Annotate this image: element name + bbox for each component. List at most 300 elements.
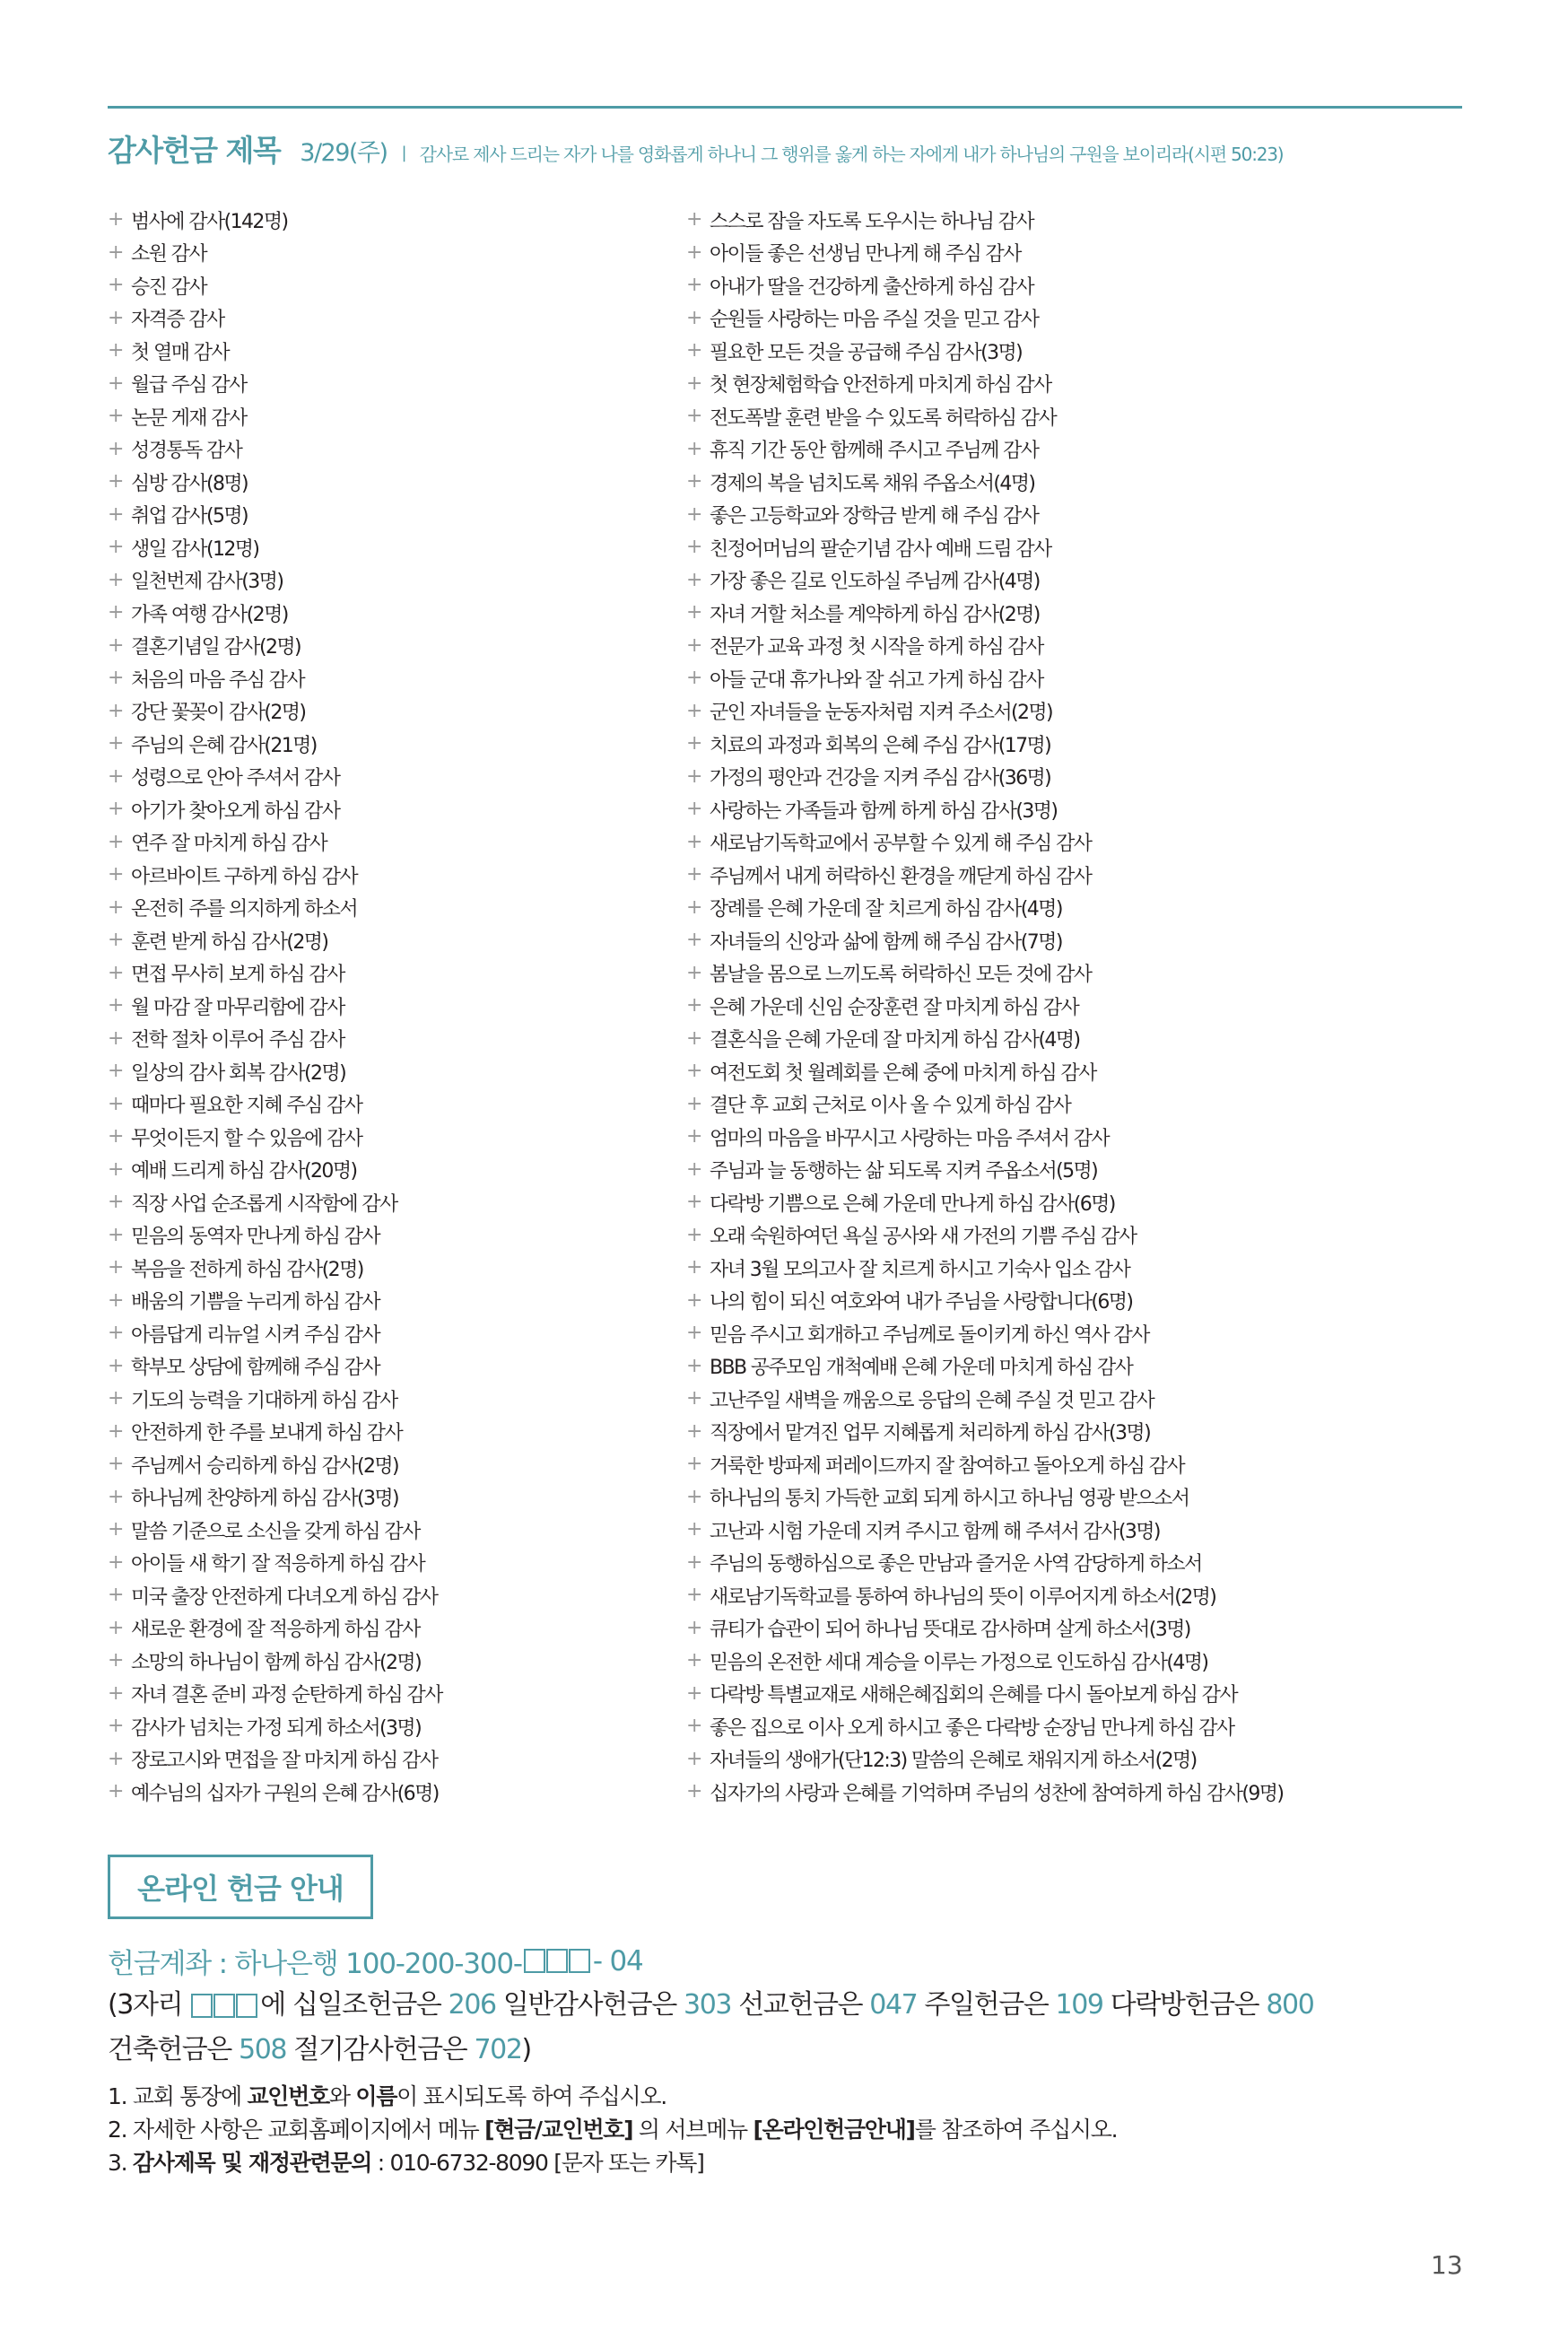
list-item-text: 안전하게 한 주를 보내게 하심 감사: [131, 1422, 403, 1445]
list-item: [686, 826, 1476, 860]
list-item: [686, 1678, 1476, 1711]
plus-bullet-icon: +: [686, 830, 703, 853]
plus-bullet-icon: +: [686, 732, 703, 755]
list-item-text: 좋은 고등학교와 장학금 받게 해 주심 감사: [710, 505, 1039, 528]
note-1: 1. 교회 통장에 교인번호와 이름이 표시되도록 하여 주십시오.: [108, 2083, 666, 2109]
codes-open: (3자리: [108, 1989, 183, 2021]
list-item: [108, 531, 664, 564]
list-item-text: 자녀 결혼 준비 과정 순탄하게 하심 감사: [131, 1684, 442, 1707]
plus-bullet-icon: +: [686, 339, 703, 362]
list-item-text: 자녀들의 생애가(단12:3) 말씀의 은혜로 채워지게 하소서(2명): [710, 1750, 1197, 1773]
plus-bullet-icon: +: [108, 961, 125, 984]
list-item-text: 때마다 필요한 지혜 주심 감사: [131, 1095, 362, 1118]
list-item: [108, 368, 664, 401]
list-item: [686, 1252, 1476, 1285]
plus-bullet-icon: +: [108, 339, 125, 362]
notes-list: [108, 2080, 1117, 2179]
list-item: [108, 499, 664, 532]
plus-bullet-icon: +: [108, 1419, 125, 1443]
list-item: [686, 1350, 1476, 1384]
list-item: [108, 1186, 664, 1219]
list-item-text: 강단 꽃꽂이 감사(2명): [131, 702, 306, 725]
list-item-text: 아름답게 리뉴얼 시켜 주심 감사: [131, 1323, 380, 1347]
plus-bullet-icon: +: [108, 895, 125, 919]
plus-bullet-icon: +: [686, 1780, 703, 1803]
list-item: [686, 1776, 1476, 1809]
header-date: 3/29(주): [300, 139, 388, 167]
list-item: [686, 466, 1476, 499]
plus-bullet-icon: +: [686, 1453, 703, 1476]
list-item-text: 취업 감사(5명): [131, 505, 248, 528]
plus-bullet-icon: +: [108, 1288, 125, 1312]
list-item-text: 군인 자녀들을 눈동자처럼 지켜 주소서(2명): [710, 702, 1053, 725]
plus-bullet-icon: +: [108, 633, 125, 657]
mission-label: 선교헌금은: [738, 1989, 863, 2021]
plus-bullet-icon: +: [686, 1256, 703, 1279]
plus-bullet-icon: +: [108, 536, 125, 559]
plus-bullet-icon: +: [108, 1518, 125, 1541]
list-item-text: 예수님의 십자가 구원의 은혜 감사(6명): [131, 1782, 439, 1805]
list-item-text: 미국 출장 안전하게 다녀오게 하심 감사: [131, 1585, 438, 1609]
list-item-text: 무엇이든지 할 수 있음에 감사: [131, 1127, 362, 1150]
plus-bullet-icon: +: [108, 1223, 125, 1246]
note-3: 3. 감사제목 및 재정관련문의 : 010-6732-8090 [문자 또는 카톡]: [108, 2150, 704, 2176]
list-item: [108, 1350, 664, 1384]
plus-bullet-icon: +: [686, 306, 703, 329]
list-item: [108, 237, 664, 270]
plus-bullet-icon: +: [686, 405, 703, 428]
blank-digit-boxes: [524, 1949, 591, 1973]
list-item: [686, 1383, 1476, 1416]
list-item: [686, 531, 1476, 564]
plus-bullet-icon: +: [108, 1322, 125, 1345]
list-item: [108, 1023, 664, 1056]
list-item: [108, 793, 664, 826]
offering-codes: [108, 1983, 1471, 2073]
list-item-text: 믿음의 온전한 세대 계승을 이루는 가정으로 인도하심 감사(4명): [710, 1651, 1208, 1674]
section-header: [108, 127, 1283, 167]
list-item-text: 연주 잘 마치게 하심 감사: [131, 833, 327, 856]
thanks-list-left: [108, 204, 664, 1809]
list-item: [686, 368, 1476, 401]
list-item-text: 복음을 전하게 하심 감사(2명): [131, 1258, 363, 1281]
list-item-text: 봄날을 몸으로 느끼도록 허락하신 모든 것에 감사: [710, 964, 1092, 987]
list-item: [108, 1416, 664, 1449]
list-item-text: 첫 열매 감사: [131, 341, 230, 364]
list-item-text: 가정의 평안과 건강을 지켜 주심 감사(36명): [710, 767, 1051, 790]
account-suffix: - 04: [592, 1944, 643, 1977]
plus-bullet-icon: +: [686, 1060, 703, 1083]
list-item-text: 직장에서 맡겨진 업무 지혜롭게 처리하게 하심 감사(3명): [710, 1422, 1151, 1445]
plus-bullet-icon: +: [686, 1518, 703, 1541]
list-item: [108, 924, 664, 957]
plus-bullet-icon: +: [686, 1092, 703, 1115]
list-item-text: 면접 무사히 보게 하심 감사: [131, 964, 344, 987]
list-item: [686, 1645, 1476, 1678]
plus-bullet-icon: +: [108, 240, 125, 264]
top-divider: [108, 106, 1462, 109]
list-item-text: 주님의 동행하심으로 좋은 만남과 즐거운 사역 감당하게 하소서: [710, 1553, 1202, 1576]
list-item-text: 사랑하는 가족들과 함께 하게 하심 감사(3명): [710, 799, 1058, 823]
plus-bullet-icon: +: [108, 568, 125, 591]
list-item: [108, 466, 664, 499]
list-item-text: 훈련 받게 하심 감사(2명): [131, 930, 328, 954]
list-item-text: 감사가 넘치는 가정 되게 하소서(3명): [131, 1716, 422, 1740]
plus-bullet-icon: +: [108, 667, 125, 690]
plus-bullet-icon: +: [108, 405, 125, 428]
header-verse: 감사로 제사 드리는 자가 나를 영화롭게 하나니 그 행위를 옳게 하는 자에게 내가 하나님의 구원을 보이리라(시편 50:23): [419, 144, 1284, 165]
list-item: [108, 957, 664, 991]
plus-bullet-icon: +: [108, 274, 125, 297]
list-item-text: 주님께서 승리하게 하심 감사(2명): [131, 1454, 399, 1478]
list-item: [686, 728, 1476, 761]
plus-bullet-icon: +: [686, 371, 703, 395]
plus-bullet-icon: +: [108, 863, 125, 886]
list-item-text: 아르바이트 구하게 하심 감사: [131, 865, 358, 888]
plus-bullet-icon: +: [108, 1387, 125, 1410]
plus-bullet-icon: +: [686, 1223, 703, 1246]
list-item-text: 전도폭발 훈련 받을 수 있도록 허락하심 감사: [710, 406, 1057, 430]
plus-bullet-icon: +: [108, 1092, 125, 1115]
plus-bullet-icon: +: [108, 1256, 125, 1279]
offering-account: [108, 1941, 643, 1981]
plus-bullet-icon: +: [108, 994, 125, 1017]
plus-bullet-icon: +: [686, 1649, 703, 1672]
list-item-text: 소원 감사: [131, 243, 207, 266]
list-item-text: 예배 드리게 하심 감사(20명): [131, 1160, 357, 1183]
list-item: [108, 433, 664, 467]
list-item-text: 말씀 기준으로 소신을 갖게 하심 감사: [131, 1520, 420, 1543]
list-item: [108, 695, 664, 729]
plus-bullet-icon: +: [686, 1419, 703, 1443]
plus-bullet-icon: +: [108, 1681, 125, 1705]
plus-bullet-icon: +: [686, 863, 703, 886]
list-item: [686, 1416, 1476, 1449]
plus-bullet-icon: +: [108, 1780, 125, 1803]
list-item: [686, 1285, 1476, 1318]
list-item-text: 고난과 시험 가운데 지켜 주시고 함께 해 주셔서 감사(3명): [710, 1520, 1160, 1543]
list-item-text: 주님의 은혜 감사(21명): [131, 734, 317, 757]
plus-bullet-icon: +: [686, 601, 703, 624]
list-item-text: 새로운 환경에 잘 적응하게 하심 감사: [131, 1619, 420, 1642]
list-item-text: 거룩한 방파제 퍼레이드까지 잘 참여하고 돌아오게 하심 감사: [710, 1454, 1185, 1478]
list-item: [108, 1088, 664, 1122]
account-prefix: 헌금계좌 : 하나은행 100-200-300-: [108, 1948, 522, 1980]
list-item: [686, 859, 1476, 892]
list-item-text: 학부모 상담에 함께해 주심 감사: [131, 1357, 380, 1380]
list-item: [686, 892, 1476, 925]
list-item-text: 자녀 3월 모의고사 잘 치르게 하시고 기숙사 입소 감사: [710, 1258, 1130, 1281]
plus-bullet-icon: +: [686, 437, 703, 460]
plus-bullet-icon: +: [108, 371, 125, 395]
list-item: [108, 826, 664, 860]
list-item-text: 결혼식을 은혜 가운데 잘 마치게 하심 감사(4명): [710, 1029, 1080, 1052]
seasonal-code: 702: [474, 2034, 522, 2065]
list-item: [108, 564, 664, 598]
list-item-text: 소망의 하나님이 함께 하심 감사(2명): [131, 1651, 422, 1674]
plus-bullet-icon: +: [108, 1616, 125, 1639]
list-item-text: 나의 힘이 되신 여호와여 내가 주님을 사랑합니다(6명): [710, 1291, 1133, 1314]
list-item: [686, 335, 1476, 368]
list-item: [108, 1317, 664, 1350]
plus-bullet-icon: +: [108, 601, 125, 624]
sunday-code: 109: [1055, 1989, 1103, 2021]
list-item-text: 가장 좋은 길로 인도하실 주님께 감사(4명): [710, 571, 1040, 594]
list-item: [686, 695, 1476, 729]
note-2: 2. 자세한 사항은 교회홈페이지에서 메뉴 [현금/교인번호] 의 서브메뉴 [온라인헌금안내]를 참조하여 주십시오.: [108, 2117, 1118, 2143]
list-item: [686, 1481, 1476, 1515]
list-item-text: 휴직 기간 동안 함께해 주시고 주님께 감사: [710, 440, 1039, 463]
plus-bullet-icon: +: [686, 1616, 703, 1639]
list-item-text: 장로고시와 면접을 잘 마치게 하심 감사: [131, 1750, 438, 1773]
list-item-text: 성령으로 안아 주셔서 감사: [131, 767, 340, 790]
list-item-text: 범사에 감사(142명): [131, 210, 288, 233]
list-item: [108, 1612, 664, 1646]
list-item-text: 여전도회 첫 월례회를 은혜 중에 마치게 하심 감사: [710, 1061, 1096, 1085]
list-item-text: 자녀 거할 처소를 계약하게 하심 감사(2명): [710, 603, 1040, 626]
plus-bullet-icon: +: [686, 764, 703, 788]
online-offering-title: 온라인 헌금 안내: [137, 1872, 344, 1906]
list-item: [686, 662, 1476, 695]
plus-bullet-icon: +: [108, 1157, 125, 1181]
plus-bullet-icon: +: [108, 306, 125, 329]
list-item: [686, 237, 1476, 270]
list-item: [108, 1219, 664, 1253]
plus-bullet-icon: +: [108, 1584, 125, 1607]
list-item: [686, 1448, 1476, 1481]
list-item: [686, 990, 1476, 1023]
list-item-text: 장례를 은혜 가운데 잘 치르게 하심 감사(4명): [710, 898, 1062, 921]
plus-bullet-icon: +: [686, 1550, 703, 1574]
list-item: [108, 892, 664, 925]
plus-bullet-icon: +: [108, 764, 125, 788]
list-item-text: 직장 사업 순조롭게 시작함에 감사: [131, 1192, 397, 1216]
list-item: [108, 1383, 664, 1416]
sunday-label: 주일헌금은: [924, 1989, 1049, 2021]
list-item: [108, 761, 664, 794]
plus-bullet-icon: +: [686, 536, 703, 559]
building-label: 건축헌금은: [108, 2034, 231, 2065]
list-item-text: 친정어머님의 팔순기념 감사 예배 드림 감사: [710, 537, 1051, 561]
plus-bullet-icon: +: [108, 1550, 125, 1574]
plus-bullet-icon: +: [686, 798, 703, 821]
list-item: [108, 1743, 664, 1777]
page-number: 13: [1431, 2250, 1463, 2280]
list-item: [108, 1645, 664, 1678]
list-item-text: 아기가 찾아오게 하심 감사: [131, 799, 340, 823]
list-item: [686, 761, 1476, 794]
list-item: [686, 1088, 1476, 1122]
list-item: [686, 957, 1476, 991]
list-item-text: 스스로 잠을 자도록 도우시는 하나님 감사: [710, 210, 1034, 233]
list-item: [686, 1317, 1476, 1350]
plus-bullet-icon: +: [686, 1191, 703, 1214]
list-item: [108, 728, 664, 761]
blank-digit-boxes: [191, 1994, 258, 2018]
list-item-text: 처음의 마음 주심 감사: [131, 668, 305, 692]
plus-bullet-icon: +: [108, 1354, 125, 1377]
list-item-text: 월 마감 잘 마무리함에 감사: [131, 996, 344, 1019]
seasonal-label: 절기감사헌금은: [293, 2034, 467, 2065]
plus-bullet-icon: +: [686, 1288, 703, 1312]
header-separator: |: [401, 144, 407, 162]
list-item: [686, 269, 1476, 302]
plus-bullet-icon: +: [686, 240, 703, 264]
plus-bullet-icon: +: [686, 1125, 703, 1148]
list-item-text: 새로남기독학교를 통하여 하나님의 뜻이 이루어지게 하소서(2명): [710, 1585, 1216, 1609]
list-item-text: 전문가 교육 과정 첫 시작을 하게 하심 감사: [710, 636, 1043, 659]
tithe-code: 206: [448, 1989, 496, 2021]
plus-bullet-icon: +: [686, 1157, 703, 1181]
list-item-text: 아내가 딸을 건강하게 출산하게 하심 감사: [710, 275, 1034, 299]
plus-bullet-icon: +: [108, 1485, 125, 1508]
list-item-text: 십자가의 사랑과 은혜를 기억하며 주님의 성찬에 참여하게 하심 감사(9명): [710, 1782, 1284, 1805]
list-item: [686, 1219, 1476, 1253]
list-item-text: 주님께서 내게 허락하신 환경을 깨닫게 하심 감사: [710, 865, 1092, 888]
list-item: [686, 1743, 1476, 1777]
building-code: 508: [239, 2034, 287, 2065]
plus-bullet-icon: +: [108, 1060, 125, 1083]
list-item: [686, 1121, 1476, 1154]
list-item-text: 온전히 주를 의지하게 하소서: [131, 898, 358, 921]
list-item-text: 결혼기념일 감사(2명): [131, 636, 301, 659]
list-item-text: 첫 현장체험학습 안전하게 마치게 하심 감사: [710, 374, 1051, 397]
list-item-text: 경제의 복을 넘치도록 채워 주옵소서(4명): [710, 472, 1035, 495]
list-item-text: 하나님의 통치 가득한 교회 되게 하시고 하나님 영광 받으소서: [710, 1488, 1189, 1511]
plus-bullet-icon: +: [686, 1715, 703, 1738]
list-item: [686, 1547, 1476, 1580]
list-item-text: 순원들 사랑하는 마음 주실 것을 믿고 감사: [710, 309, 1039, 332]
plus-bullet-icon: +: [686, 699, 703, 722]
list-item-text: BBB 공주모임 개척예배 은혜 가운데 마치게 하심 감사: [710, 1357, 1133, 1380]
plus-bullet-icon: +: [108, 830, 125, 853]
list-item-text: 믿음의 동역자 만나게 하심 감사: [131, 1226, 380, 1249]
online-offering-title-box: [108, 1855, 373, 1919]
plus-bullet-icon: +: [108, 470, 125, 493]
general-label: 일반감사헌금은: [502, 1989, 676, 2021]
list-item: [686, 1612, 1476, 1646]
page-title: 감사헌금 제목: [108, 133, 281, 168]
list-item: [686, 1710, 1476, 1743]
list-item: [108, 1547, 664, 1580]
plus-bullet-icon: +: [686, 1026, 703, 1050]
list-item-text: 기도의 능력을 기대하게 하심 감사: [131, 1389, 397, 1412]
list-item: [686, 1154, 1476, 1187]
plus-bullet-icon: +: [686, 568, 703, 591]
plus-bullet-icon: +: [108, 798, 125, 821]
list-item-text: 전학 절차 이루어 주심 감사: [131, 1029, 344, 1052]
list-item: [108, 1481, 664, 1515]
plus-bullet-icon: +: [108, 1125, 125, 1148]
list-item-text: 자녀들의 신앙과 삶에 함께 해 주심 감사(7명): [710, 930, 1062, 954]
mission-code: 047: [869, 1989, 918, 2021]
list-item: [686, 1186, 1476, 1219]
list-item: [108, 269, 664, 302]
plus-bullet-icon: +: [686, 1747, 703, 1770]
list-item-text: 논문 게재 감사: [131, 406, 247, 430]
list-item: [108, 204, 664, 237]
plus-bullet-icon: +: [108, 732, 125, 755]
plus-bullet-icon: +: [686, 1485, 703, 1508]
plus-bullet-icon: +: [686, 961, 703, 984]
list-item: [686, 1023, 1476, 1056]
plus-bullet-icon: +: [108, 502, 125, 526]
list-item: [686, 1579, 1476, 1612]
list-item: [108, 1055, 664, 1088]
plus-bullet-icon: +: [108, 1715, 125, 1738]
plus-bullet-icon: +: [108, 929, 125, 952]
list-item-text: 은혜 가운데 신임 순장훈련 잘 마치게 하심 감사: [710, 996, 1079, 1019]
plus-bullet-icon: +: [108, 1649, 125, 1672]
list-item: [108, 597, 664, 630]
list-item: [108, 630, 664, 663]
plus-bullet-icon: +: [686, 502, 703, 526]
list-item: [108, 1579, 664, 1612]
plus-bullet-icon: +: [686, 895, 703, 919]
plus-bullet-icon: +: [686, 994, 703, 1017]
list-item: [108, 1285, 664, 1318]
list-item-text: 아이들 좋은 선생님 만나게 해 주심 감사: [710, 243, 1021, 266]
plus-bullet-icon: +: [108, 1191, 125, 1214]
list-item: [686, 924, 1476, 957]
plus-bullet-icon: +: [686, 633, 703, 657]
list-item-text: 주님과 늘 동행하는 삶 되도록 지켜 주옵소서(5명): [710, 1160, 1098, 1183]
list-item: [108, 859, 664, 892]
list-item-text: 하나님께 찬양하게 하심 감사(3명): [131, 1488, 399, 1511]
list-item-text: 일천번제 감사(3명): [131, 571, 283, 594]
plus-bullet-icon: +: [108, 1747, 125, 1770]
list-item-text: 아이들 새 학기 잘 적응하게 하심 감사: [131, 1553, 425, 1576]
list-item: [108, 302, 664, 336]
list-item-text: 다락방 기쁨으로 은혜 가운데 만나게 하심 감사(6명): [710, 1192, 1115, 1216]
plus-bullet-icon: +: [686, 667, 703, 690]
plus-bullet-icon: +: [686, 1584, 703, 1607]
list-item-text: 엄마의 마음을 바꾸시고 사랑하는 마음 주셔서 감사: [710, 1127, 1110, 1150]
tithe-label: 에 십일조헌금은: [260, 1989, 441, 2021]
plus-bullet-icon: +: [108, 699, 125, 722]
list-item: [686, 433, 1476, 467]
list-item: [686, 302, 1476, 336]
list-item-text: 새로남기독학교에서 공부할 수 있게 해 주심 감사: [710, 833, 1092, 856]
list-item: [686, 499, 1476, 532]
list-item: [686, 1514, 1476, 1547]
list-item: [108, 990, 664, 1023]
plus-bullet-icon: +: [108, 437, 125, 460]
plus-bullet-icon: +: [686, 1387, 703, 1410]
list-item: [108, 1514, 664, 1547]
list-item-text: 생일 감사(12명): [131, 537, 259, 561]
list-item-text: 성경통독 감사: [131, 440, 242, 463]
list-item: [686, 597, 1476, 630]
list-item: [108, 662, 664, 695]
list-item-text: 치료의 과정과 회복의 은혜 주심 감사(17명): [710, 734, 1051, 757]
plus-bullet-icon: +: [686, 1354, 703, 1377]
list-item-text: 다락방 특별교재로 새해은혜집회의 은혜를 다시 돌아보게 하심 감사: [710, 1684, 1238, 1707]
list-item: [686, 204, 1476, 237]
list-item-text: 믿음 주시고 회개하고 주님께로 돌이키게 하신 역사 감사: [710, 1323, 1149, 1347]
list-item: [686, 1055, 1476, 1088]
thanks-list-right: [686, 204, 1476, 1809]
list-item-text: 자격증 감사: [131, 309, 224, 332]
list-item: [108, 1252, 664, 1285]
list-item-text: 일상의 감사 회복 감사(2명): [131, 1061, 346, 1085]
list-item: [686, 400, 1476, 433]
list-item-text: 좋은 집으로 이사 오게 하시고 좋은 다락방 순장님 만나게 하심 감사: [710, 1716, 1234, 1740]
list-item: [108, 1678, 664, 1711]
plus-bullet-icon: +: [686, 1322, 703, 1345]
list-item-text: 결단 후 교회 근처로 이사 올 수 있게 하심 감사: [710, 1095, 1071, 1118]
list-item-text: 필요한 모든 것을 공급해 주심 감사(3명): [710, 341, 1023, 364]
